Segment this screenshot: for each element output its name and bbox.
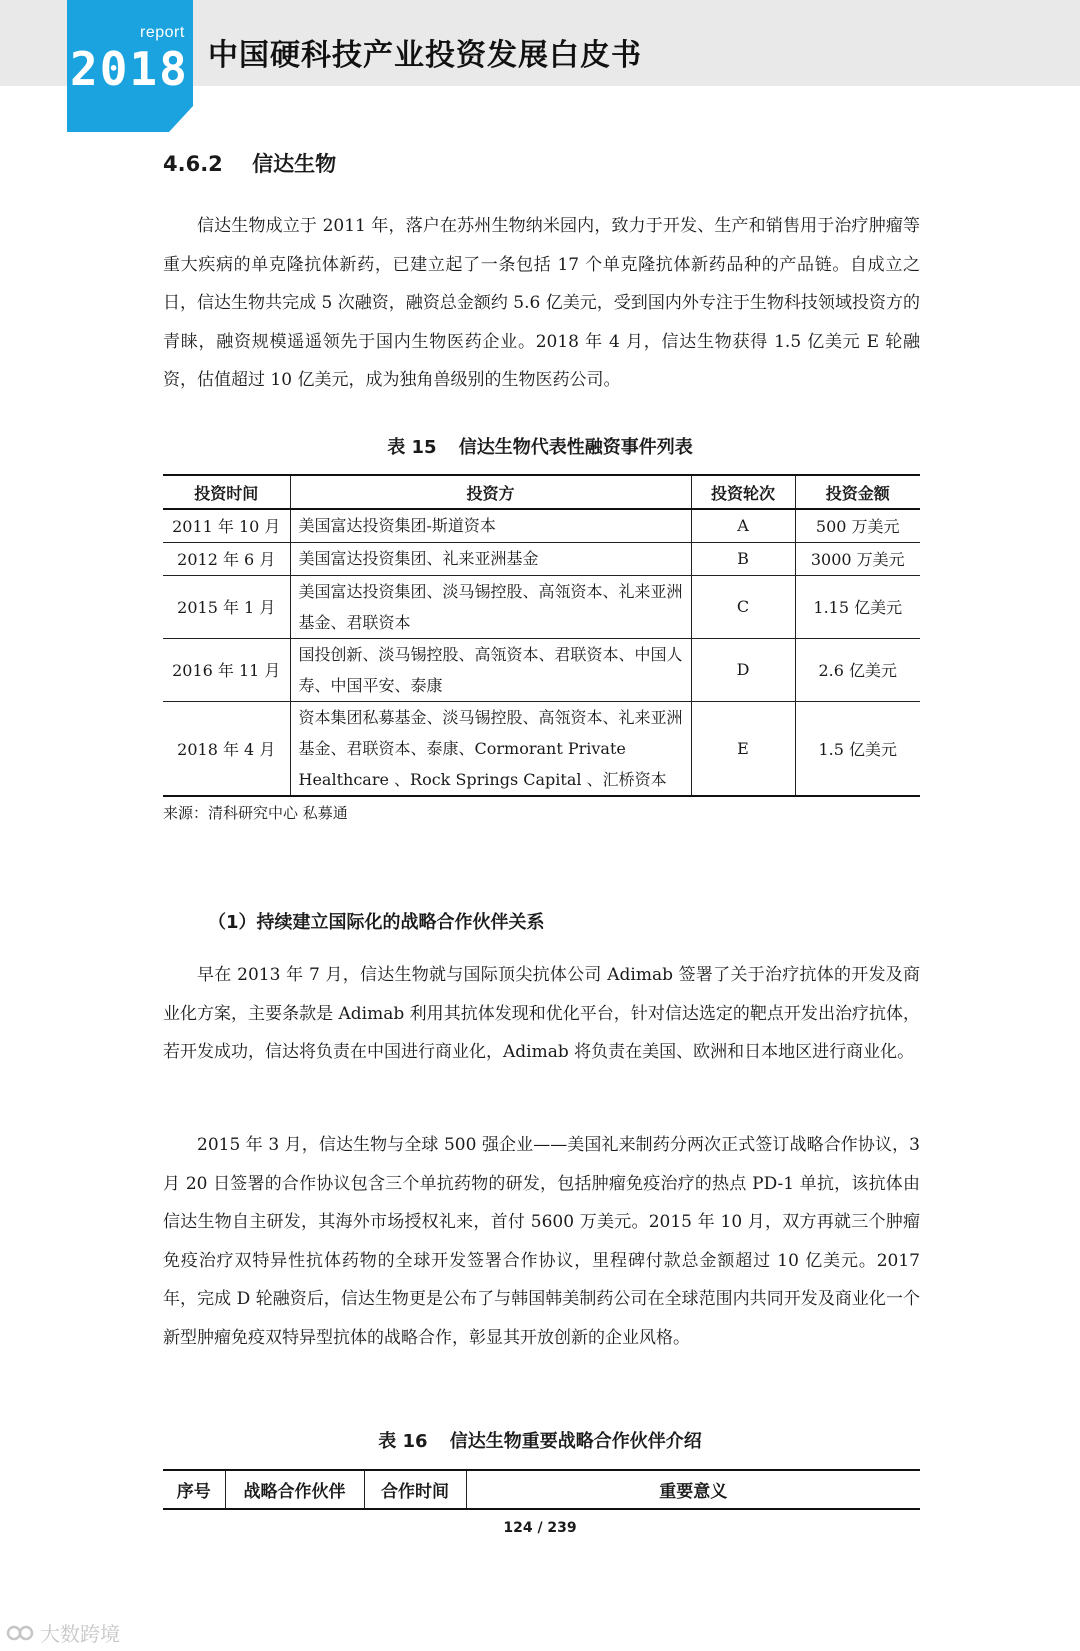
- partner-table: [163, 1469, 920, 1510]
- invest-date-cell: 2011 年 10 月: [163, 509, 290, 542]
- intro-paragraph: 信达生物成立于 2011 年，落户在苏州生物纳米园内，致力于开发、生产和销售用于治疗肿瘤等重大疾病的单克隆抗体新药，已建立起了一条包括 17 个单克隆抗体新药品种的产品链。自成立之日，信达生物共完成 5 次融资，融资总金额约 5.6 亿美元，受到国内外专注于生物科技领域投资方的青睐，融资规模遥遥领先于国内生物医药企业。2018 年 4 月，信达生物获得 1.5 亿美元 E 轮融资，估值超过 10 亿美元，成为独角兽级别的生物医药公司。: [163, 216, 920, 390]
- table-header-cell: 投资时间: [163, 475, 290, 509]
- round-cell: A: [691, 509, 795, 542]
- table-header-cell: 投资轮次: [691, 475, 795, 509]
- financing-table: [163, 474, 920, 797]
- amount-cell: 500 万美元: [795, 509, 920, 542]
- watermark-text: 大数跨境: [40, 1622, 120, 1646]
- table16-title: 信达生物重要战略合作伙伴介绍: [449, 1431, 702, 1452]
- table-header-row: [163, 1470, 920, 1509]
- investor-cell: 国投创新、淡马锡控股、高瓴资本、君联资本、中国人寿、中国平安、泰康: [290, 638, 691, 701]
- investor-cell: 美国富达投资集团-斯道资本: [290, 509, 691, 542]
- round-cell: C: [691, 575, 795, 638]
- table-header-cell: 战略合作伙伴: [225, 1470, 364, 1509]
- amount-cell: 1.15 亿美元: [795, 575, 920, 638]
- table-source-note: 来源：清科研究中心 私募通: [163, 804, 348, 822]
- round-cell: D: [691, 638, 795, 701]
- table15-caption: [0, 433, 1080, 459]
- table-row: [163, 701, 920, 796]
- section-heading: [163, 148, 336, 178]
- amount-cell: 3000 万美元: [795, 542, 920, 575]
- table-header-row: [163, 475, 920, 509]
- logo-year: 2018: [70, 42, 189, 96]
- investor-cell: 美国富达投资集团、礼来亚洲基金: [290, 542, 691, 575]
- adimab-paragraph: 早在 2013 年 7 月，信达生物就与国际顶尖抗体公司 Adimab 签署了关于治疗抗体的开发及商业化方案，主要条款是 Adimab 利用其抗体发现和优化平台，针对信达选定的靶点开发出治疗抗体，若开发成功，信达将负责在中国进行商业化，Adimab 将负责在美国、欧洲和日本地区进行商业化。: [163, 965, 920, 1062]
- table-row: [163, 575, 920, 638]
- logo-folded-corner: [169, 106, 193, 132]
- invest-date-cell: 2012 年 6 月: [163, 542, 290, 575]
- lilly-paragraph: 2015 年 3 月，信达生物与全球 500 强企业——美国礼来制药分两次正式签订战略合作协议，3 月 20 日签署的合作协议包含三个单抗药物的研发，包括肿瘤免疫治疗的热点 PD-1 单抗，该抗体由信达生物自主研发，其海外市场授权礼来，首付 5600 万美元。2015 年 10 月，双方再就三个肿瘤免疫治疗双特异性抗体药物的全球开发签署合作协议，里程碑付款总金额超过 10 亿美元。2017 年，完成 D 轮融资后，信达生物更是公布了与韩国韩美制药公司在全球范围内共同开发及商业化一个新型肿瘤免疫双特异型抗体的战略合作，彰显其开放创新的企业风格。: [163, 1135, 920, 1348]
- table-row: [163, 509, 920, 542]
- watermark-logo-icon: [6, 1622, 36, 1644]
- amount-cell: 1.5 亿美元: [795, 701, 920, 796]
- subsection-heading: （1）持续建立国际化的战略合作伙伴关系: [208, 912, 545, 933]
- table16-caption: [0, 1427, 1080, 1453]
- invest-date-cell: 2016 年 11 月: [163, 638, 290, 701]
- document-title: 中国硬科技产业投资发展白皮书: [208, 38, 642, 73]
- section-number: 4.6.2: [163, 152, 223, 176]
- table-row: [163, 542, 920, 575]
- table-header-cell: 合作时间: [364, 1470, 466, 1509]
- table-header-cell: 重要意义: [466, 1470, 920, 1509]
- round-cell: B: [691, 542, 795, 575]
- round-cell: E: [691, 701, 795, 796]
- table-header-cell: 序号: [163, 1470, 225, 1509]
- invest-date-cell: 2018 年 4 月: [163, 701, 290, 796]
- invest-date-cell: 2015 年 1 月: [163, 575, 290, 638]
- page-number: 124 / 239: [503, 1520, 577, 1536]
- amount-cell: 2.6 亿美元: [795, 638, 920, 701]
- table16-number: 表 16: [378, 1431, 428, 1452]
- table15-title: 信达生物代表性融资事件列表: [458, 437, 693, 458]
- logo-report-word: report: [140, 24, 185, 41]
- table-header-cell: 投资方: [290, 475, 691, 509]
- table15-number: 表 15: [387, 437, 437, 458]
- table-row: [163, 638, 920, 701]
- table-header-cell: 投资金额: [795, 475, 920, 509]
- watermark: [6, 1618, 120, 1647]
- investor-cell: 美国富达投资集团、淡马锡控股、高瓴资本、礼来亚洲基金、君联资本: [290, 575, 691, 638]
- investor-cell: 资本集团私募基金、淡马锡控股、高瓴资本、礼来亚洲基金、君联资本、泰康、Cormorant Private Healthcare 、Rock Springs Capital 、汇桥资本: [290, 701, 691, 796]
- section-title: 信达生物: [252, 152, 337, 176]
